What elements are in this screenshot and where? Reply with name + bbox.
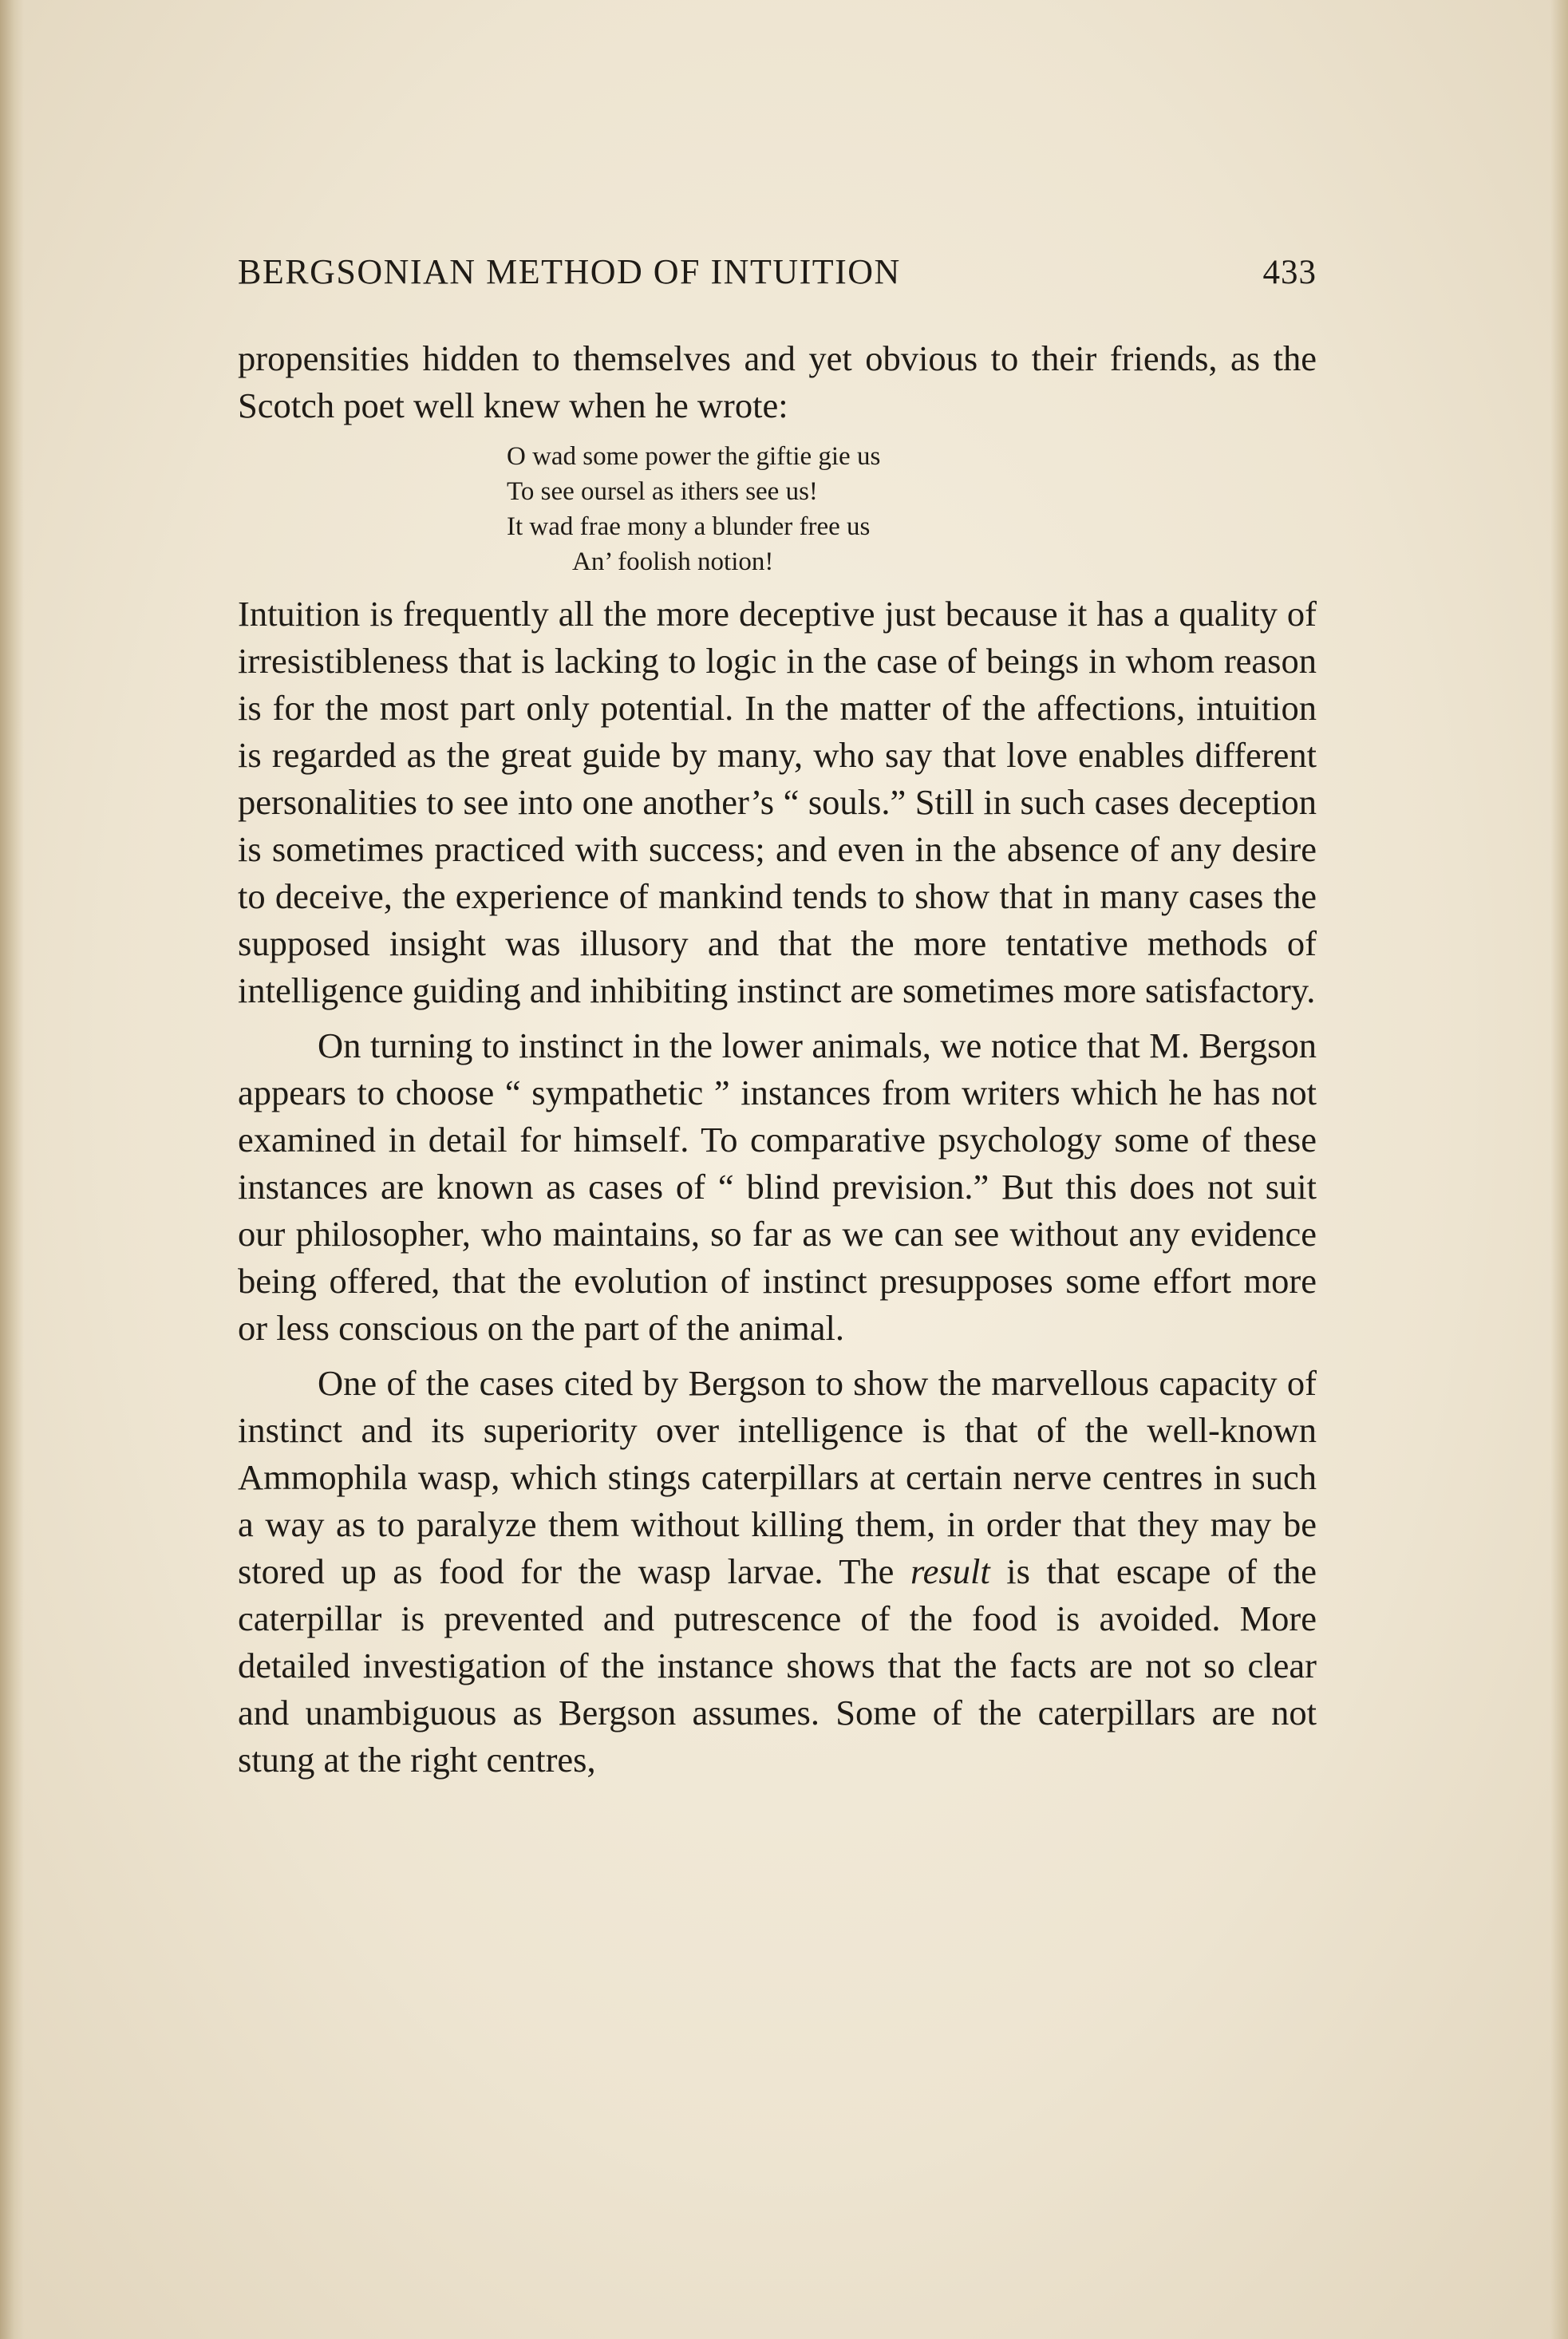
paragraph-3: On turning to instinct in the lower animals, we notice that M. Bergson appears to choose “ sympathetic ” instances from writers which he has not examined in detail for himself. To comparative psychology some of these instances are known as cases of “ blind prevision.” But this does not suit our philosopher, who maintains, so far as we can see without any evidence being offered, that the evolution of instinct presupposes some effort more or less conscious on the part of the animal. (238, 1025, 1317, 1348)
page-number: 433 (1262, 254, 1317, 291)
verse-line-3: It wad frae mony a blunder free us (507, 512, 871, 541)
paragraph-4-text-a: One of the cases cited by Bergson to show the marvellous capacity of instinct and its superiority over intelligence is that of the well-known Ammophila wasp, which stings caterpillars at certain nerve centres in such a way as to paralyze them without killing them, in order that they may be stored up as food for the wasp larvae. The (238, 1363, 1317, 1591)
paragraph-4 (238, 1360, 1317, 1784)
verse-line-4: An’ foolish notion! (572, 547, 774, 576)
running-head (238, 251, 1317, 299)
verse-quotation (507, 439, 1317, 579)
verse-line-1: O wad some power the giftie gie us (507, 442, 881, 471)
page-edge-shadow-left (0, 0, 24, 2339)
italic-word-result: result (910, 1551, 990, 1591)
paragraph-1: propensities hidden to themselves and yet obvious to their friends, as the Scotch poet well knew when he wrote: (238, 338, 1317, 425)
running-title: BERGSONIAN METHOD OF INTUITION (238, 252, 901, 291)
page-edge-shadow-right (1550, 0, 1568, 2339)
paragraph-4-text-b: is that escape of the caterpillar is prevented and putrescence of the food is avoided. More detailed investigation of the instance shows that the facts are not so clear and unambiguous as Bergson assumes. Some of the caterpillars are not stung at the right centres, (238, 1551, 1317, 1780)
body-text (238, 335, 1317, 1784)
paragraph-gap (238, 1352, 1317, 1360)
paragraph-2: Intuition is frequently all the more deceptive just because it has a quality of irresistibleness that is lacking to logic in the case of beings in whom reason is for the most part only potential. In the matter of the affections, intuition is regarded as the great guide by many, who say that love enables different personalities to see into one another’s “ souls.” Still in such cases deception is sometimes practiced with success; and even in the absence of any desire to deceive, the experience of mankind tends to show that in many cases the supposed insight was illusory and that the more tentative methods of intelligence guiding and inhibiting instinct are sometimes more satisfactory. (238, 594, 1317, 1010)
paragraph-gap (238, 1014, 1317, 1022)
verse-line-2: To see oursel as ithers see us! (507, 477, 818, 506)
